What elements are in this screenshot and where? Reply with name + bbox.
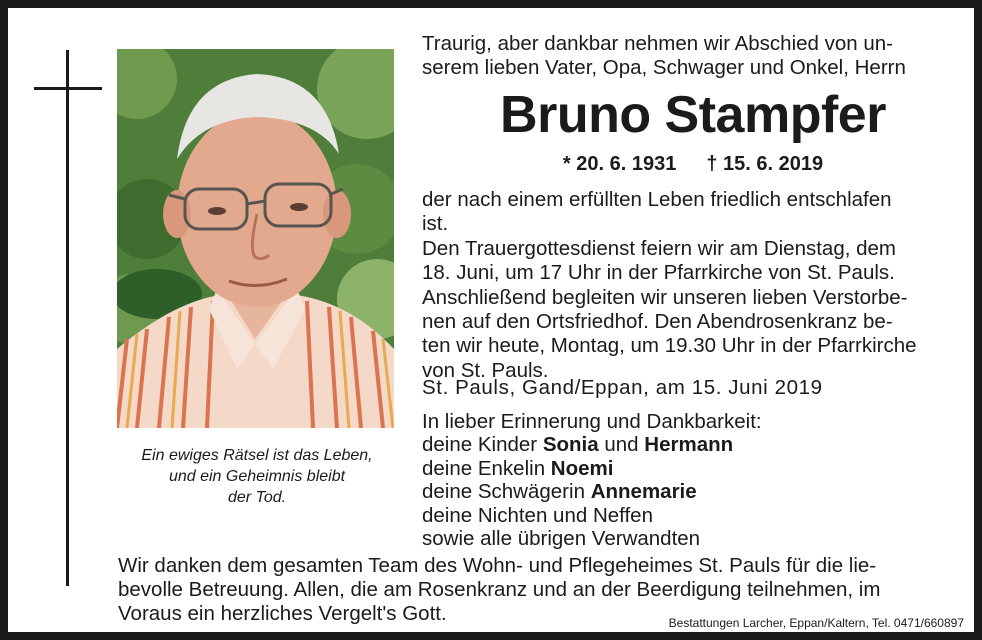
child-name: Sonia [542, 433, 599, 457]
funeral-home-credit: Bestattungen Larcher, Eppan/Kaltern, Tel. 0471/660897 [668, 616, 964, 630]
mourner-grandchild: deine Enkelin Noemi [422, 456, 614, 480]
life-dates [422, 152, 964, 176]
body-line: ist. [422, 212, 449, 236]
mourners-list [422, 410, 967, 550]
body-line: von St. Pauls. [422, 358, 549, 382]
deceased-name: Bruno Stampfer [500, 86, 886, 144]
cross-icon-vertical [66, 50, 69, 586]
mourner-sister-in-law: deine Schwägerin Annemarie [422, 480, 697, 504]
body-line: der nach einem erfüllten Leben friedlich entschlafen [422, 188, 892, 211]
mourner-children: deine Kinder Sonia und Hermann [422, 433, 734, 457]
intro-line: serem lieben Vater, Opa, Schwager und Onkel, Herrn [422, 56, 906, 79]
mourner-relatives: sowie alle übrigen Verwandten [422, 527, 701, 551]
grandchild-name: Noemi [550, 456, 614, 480]
announcement-text [422, 188, 967, 383]
sister-in-law-name: Annemarie [590, 480, 697, 504]
intro-text [422, 32, 964, 80]
body-line: Den Trauergottesdienst feiern wir am Dienstag, dem [422, 236, 897, 260]
motto-quote [112, 445, 402, 508]
motto-line: der Tod. [227, 489, 287, 506]
body-line: ten wir heute, Montag, um 19.30 Uhr in der Pfarrkirche [422, 334, 917, 358]
thanks-line: Voraus ein herzliches Vergelt's Gott. [118, 602, 447, 625]
intro-line: Traurig, aber dankbar nehmen wir Abschied von un- [422, 32, 893, 55]
mourner-nieces-nephews: deine Nichten und Neffen [422, 503, 653, 527]
place-and-date: St. Pauls, Gand/Eppan, am 15. Juni 2019 [422, 376, 823, 399]
body-line: Anschließend begleiten wir unseren lieben Verstorbe- [422, 285, 908, 309]
remembrance-line: In lieber Erinnerung und Dankbarkeit: [422, 410, 762, 433]
death-date: † 15. 6. 2019 [706, 153, 824, 175]
body-line: 18. Juni, um 17 Uhr in der Pfarrkirche von St. Pauls. [422, 261, 895, 285]
cross-icon-horizontal [34, 87, 102, 90]
portrait-photo [117, 49, 394, 428]
birth-date: * 20. 6. 1931 [562, 153, 677, 175]
motto-line: und ein Geheimnis bleibt [168, 468, 346, 485]
obituary-notice [8, 8, 974, 632]
thanks-line: bevolle Betreuung. Allen, die am Rosenkranz und an der Beerdigung teilnehmen, im [118, 578, 881, 601]
thanks-line: Wir danken dem gesamten Team des Wohn- und Pflegeheimes St. Pauls für die lie- [118, 554, 877, 577]
motto-line: Ein ewiges Rätsel ist das Leben, [141, 447, 373, 464]
body-line: nen auf den Ortsfriedhof. Den Abendrosenkranz be- [422, 310, 893, 334]
child-name: Hermann [644, 433, 734, 457]
